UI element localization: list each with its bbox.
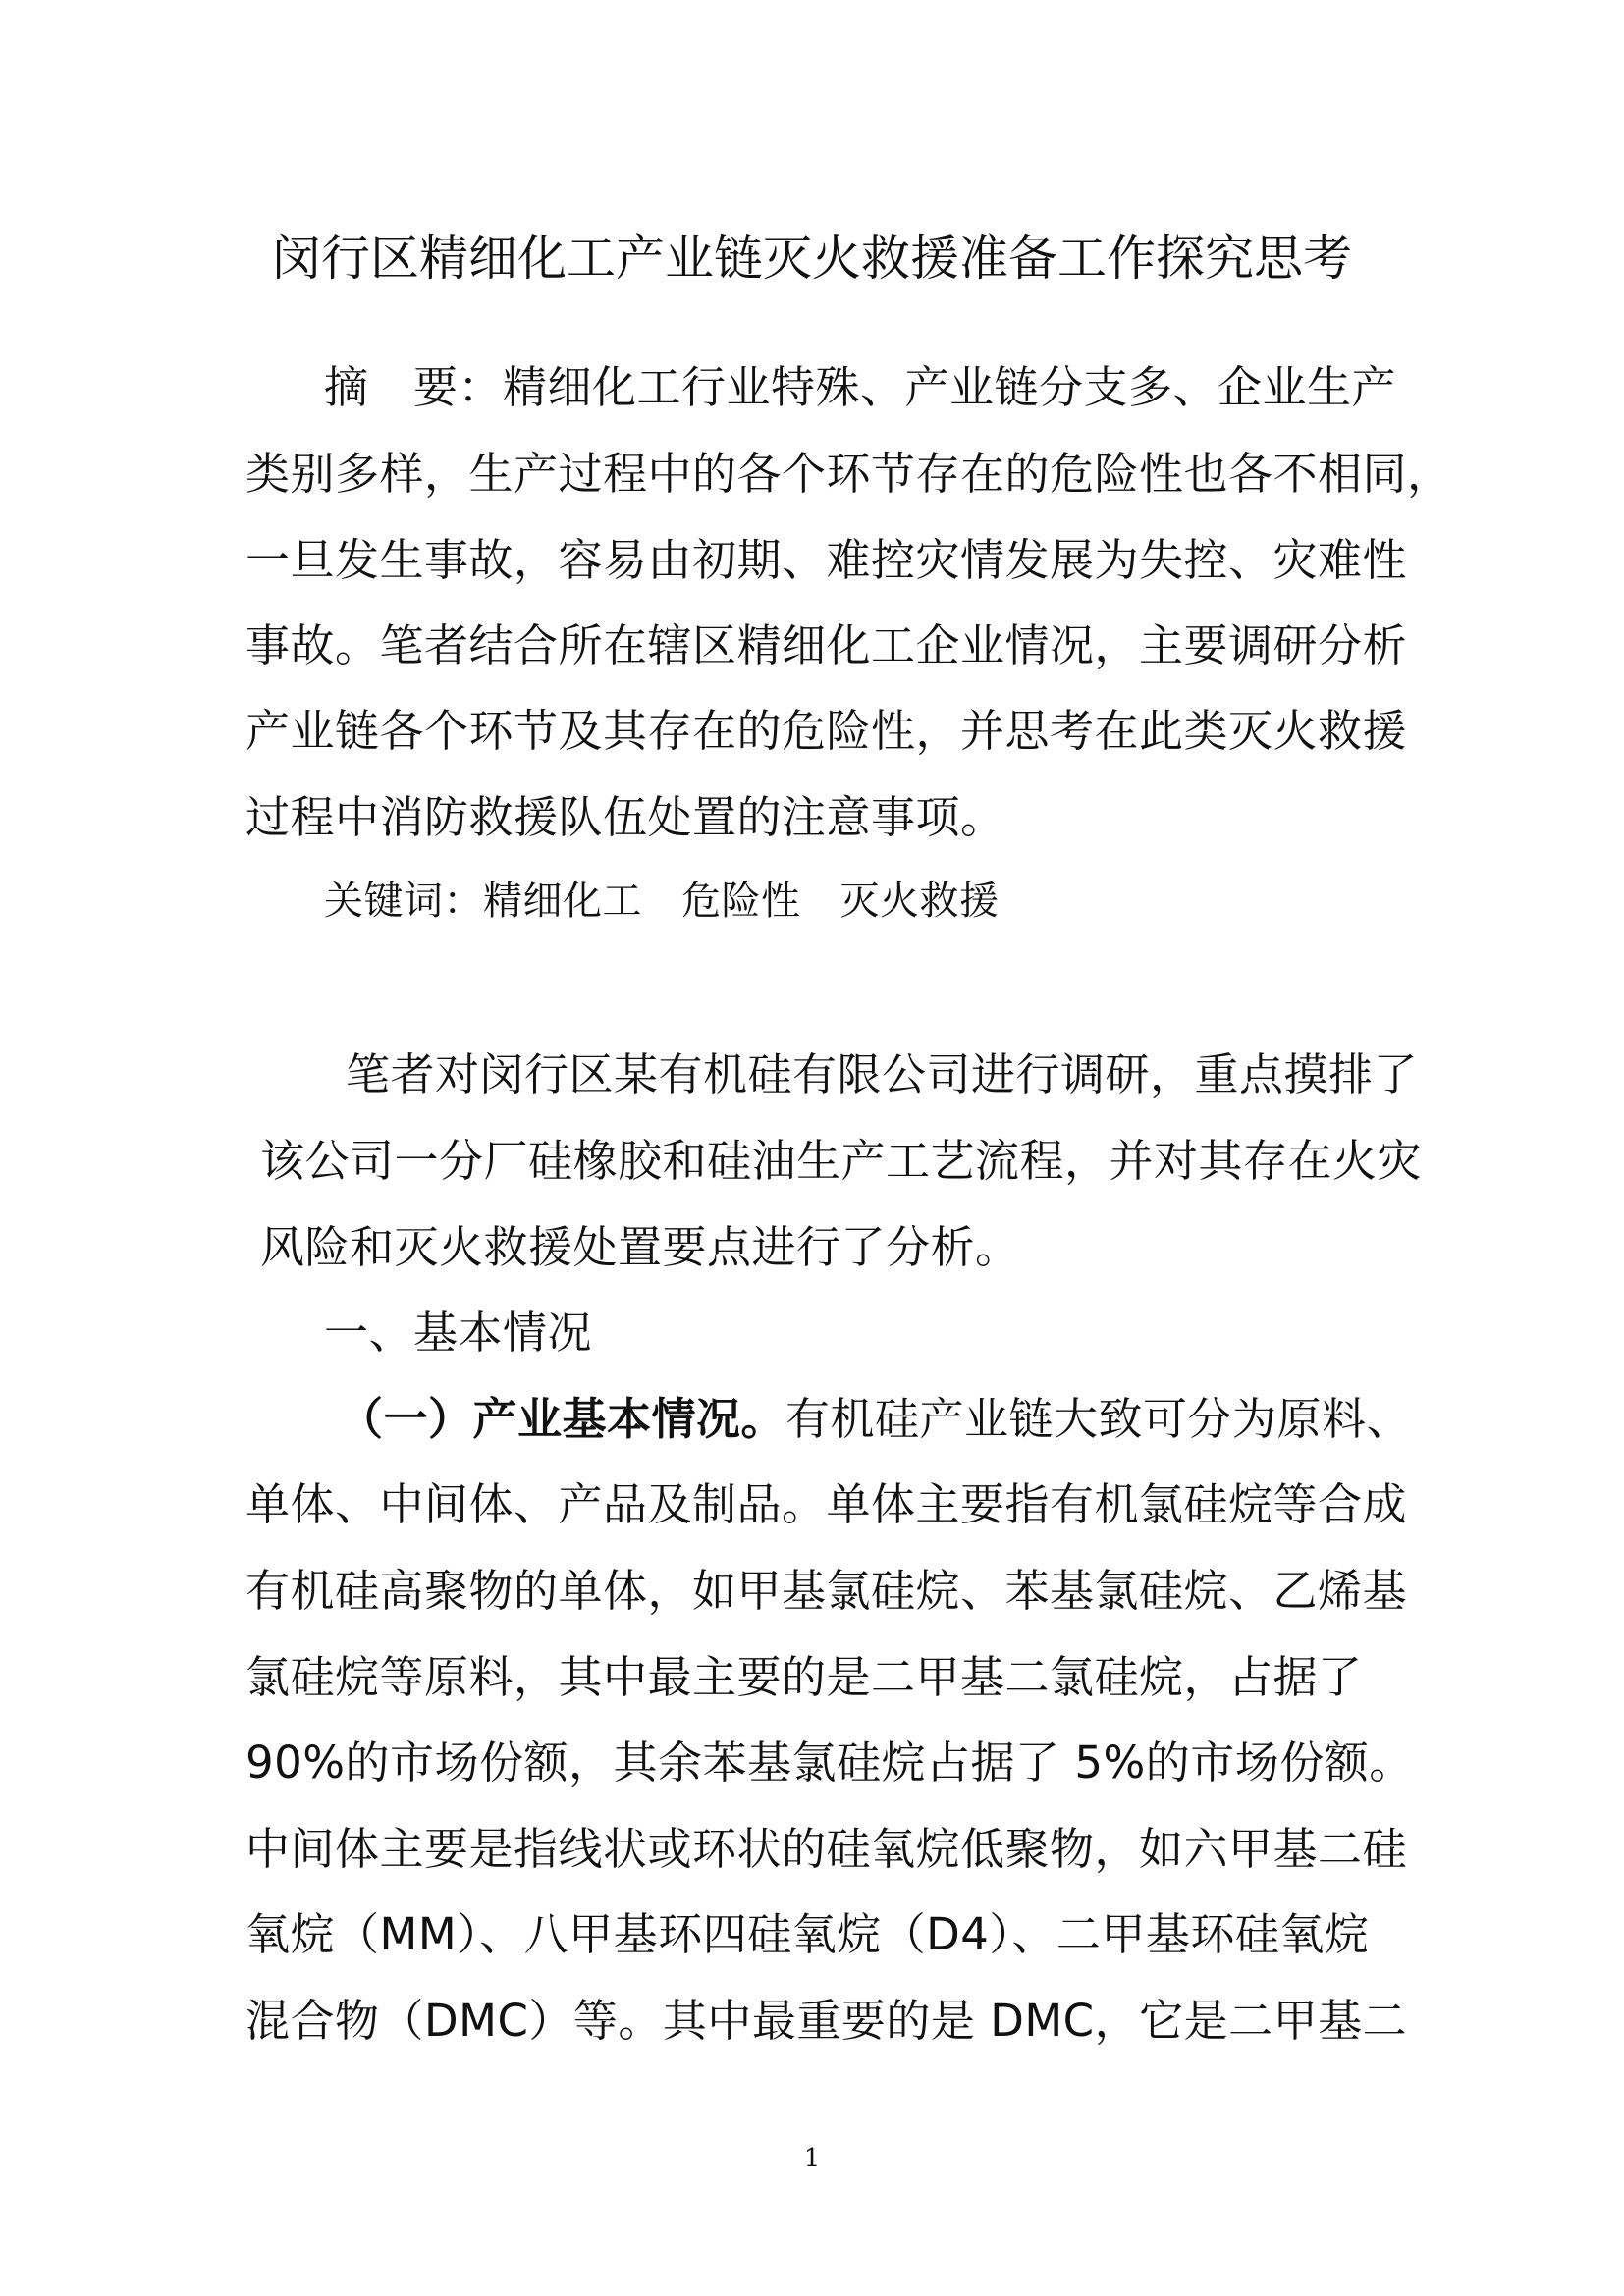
abstract-first-line (324, 361, 1473, 413)
keyword-item: 精细化工 (483, 879, 642, 924)
section-heading: 一、基本情况 (324, 1307, 593, 1359)
section-text-line: 90%的市场份额，其余苯基氯硅烷占据了 5%的市场份额。 (245, 1736, 1414, 1789)
intro-text-line: 风险和灭火救援处置要点进行了分析。 (260, 1221, 1020, 1273)
abstract-text-line: 产业链各个环节及其存在的危险性，并思考在此类灭火救援 (245, 705, 1408, 757)
section-text-line: 混合物（DMC）等。其中最重要的是 DMC，它是二甲基二 (245, 1995, 1408, 2047)
abstract-text-line: 类别多样，生产过程中的各个环节存在的危险性也各不相同， (245, 448, 1452, 500)
intro-text-line: 笔者对闵行区某有机硅有限公司进行调研，重点摸排了 (346, 1048, 1419, 1100)
abstract-label: 摘 要： (324, 361, 504, 413)
section-text-line: 有机硅高聚物的单体，如甲基氯硅烷、苯基氯硅烷、乙烯基 (245, 1565, 1408, 1617)
section-text-line: 有机硅产业链大致可分为原料、 (785, 1393, 1412, 1445)
intro-text-line: 该公司一分厂硅橡胶和硅油生产工艺流程，并对其存在火灾 (260, 1135, 1423, 1187)
keyword-item: 灭火救援 (839, 879, 1000, 924)
document-title: 闵行区精细化工产业链灭火救援准备工作探究思考 (272, 230, 1352, 287)
abstract-text-line: 过程中消防救援队伍处置的注意事项。 (245, 791, 1005, 843)
section-text-line: 氯硅烷等原料，其中最主要的是二甲基二氯硅烷，占据了 (245, 1651, 1363, 1703)
page-number: 1 (803, 2144, 821, 2173)
section-text-line: 中间体主要是指线状或环状的硅氧烷低聚物，如六甲基二硅 (245, 1823, 1408, 1875)
section-text-line: 单体、中间体、产品及制品。单体主要指有机氯硅烷等合成 (245, 1478, 1408, 1530)
abstract-text-line: 精细化工行业特殊、产业链分支多、企业生产 (503, 361, 1397, 413)
section-text-line: 氧烷（MM）、八甲基环四硅氧烷（D4）、二甲基环硅氧烷 (245, 1908, 1370, 1960)
abstract-text-line: 一旦发生事故，容易由初期、难控灾情发展为失控、灾难性 (245, 534, 1408, 586)
section-first-line (339, 1393, 1488, 1445)
keywords-line (324, 879, 1473, 924)
keywords-label: 关键词： (324, 879, 483, 924)
keyword-item: 危险性 (681, 879, 801, 924)
subsection-heading: （一）产业基本情况。 (339, 1393, 786, 1445)
abstract-text-line: 事故。笔者结合所在辖区精细化工企业情况，主要调研分析 (245, 619, 1408, 671)
